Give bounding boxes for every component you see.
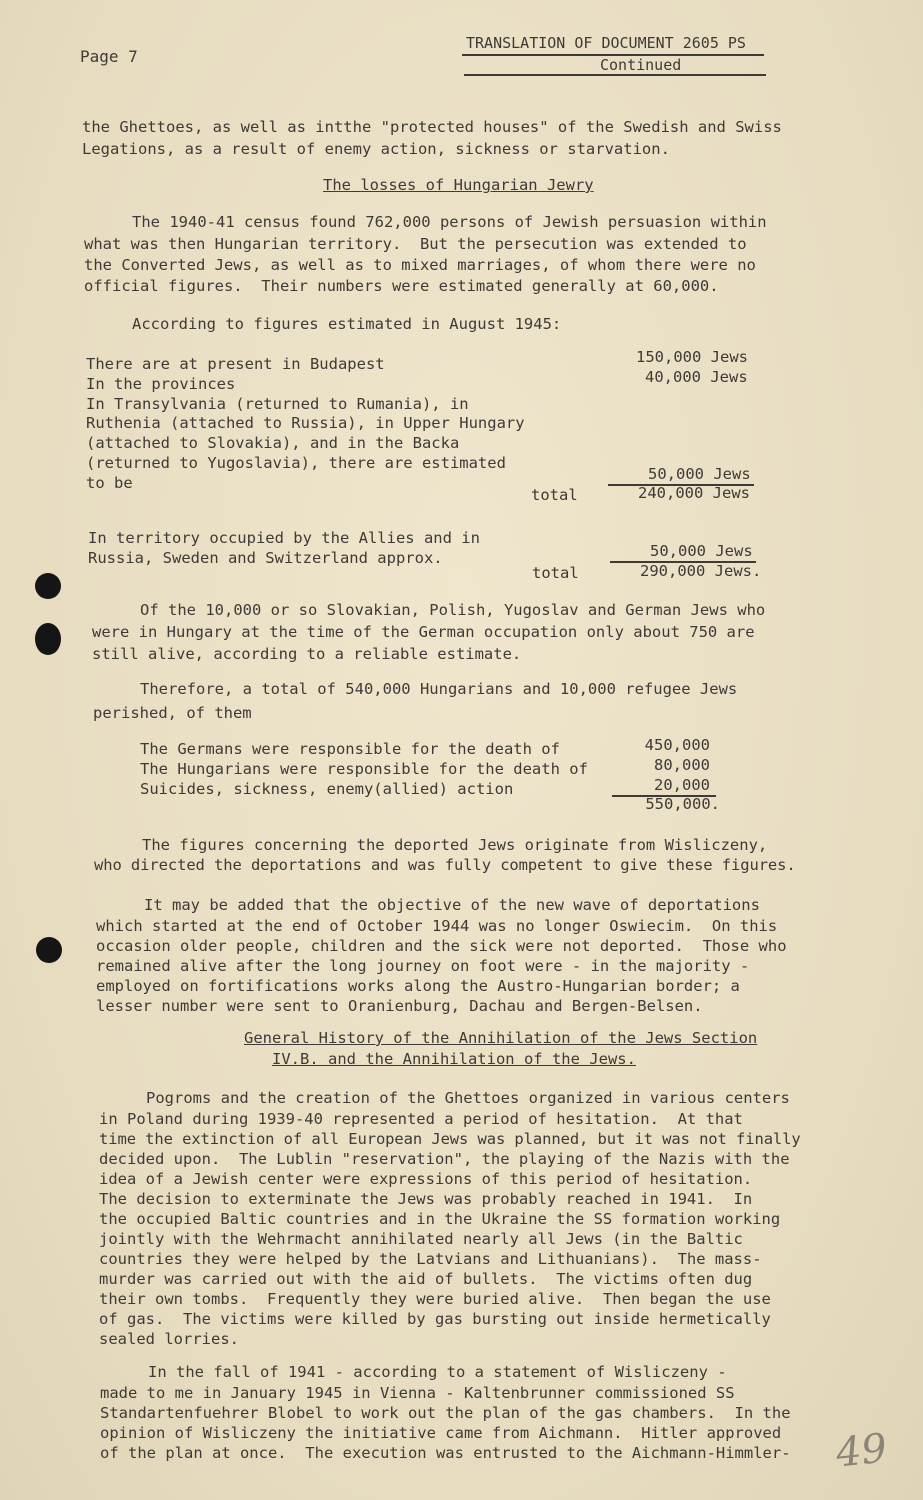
table3-value-germans: 450,000 [644,736,710,754]
table3-value-suicides: 20,000 [654,776,710,794]
table1-row-6: (returned to Yugoslavia), there are estimated [86,454,506,472]
table2-value: 50,000 Jews [650,542,753,560]
refugee-line-3: still alive, according to a reliable estimate. [92,645,522,663]
added-line-4: remained alive after the long journey on foot were - in the majority - [96,957,750,975]
table1-row-2: In the provinces [86,375,236,393]
table1-row-5: (attached to Slovakia), and in the Backa [86,434,460,452]
pogroms-line-8: jointly with the Wehrmacht annihilated nearly all Jews (in the Baltic [99,1230,743,1248]
punch-hole-middle [35,623,61,655]
census-line-3: the Converted Jews, as well as to mixed marriages, of whom there were no [84,256,756,274]
refugee-line-1: Of the 10,000 or so Slovakian, Polish, Yugoslav and German Jews who [140,601,766,619]
document-subtitle: Continued [600,56,682,74]
census-line-1: The 1940-41 census found 762,000 persons of Jewish persuasion within [132,213,767,231]
intro-line-1: the Ghettoes, as well as intthe "protected houses" of the Swedish and Swiss [82,118,782,136]
table1-value-budapest: 150,000 Jews [636,348,748,366]
intro-line-2: Legations, as a result of enemy action, sickness or starvation. [82,140,670,158]
table2-row-2: Russia, Sweden and Switzerland approx. [88,549,443,567]
pogroms-line-7: the occupied Baltic countries and in the Ukraine the SS formation working [99,1210,781,1228]
pogroms-line-2: in Poland during 1939-40 represented a period of hesitation. At that [99,1110,743,1128]
pogroms-line-9: countries they were helped by the Latvians and Lithuanians). The mass- [99,1250,762,1268]
subtitle-underline [464,74,766,76]
table1-row-7: to be [86,474,133,492]
fall-line-1: In the fall of 1941 - according to a statement of Wisliczeny - [148,1363,727,1381]
table1-total-label: total [531,486,578,504]
figures-line-1: The figures concerning the deported Jews originate from Wisliczeny, [142,836,768,854]
fall-line-4: opinion of Wisliczeny the initiative came from Aichmann. Hitler approved [100,1424,782,1442]
table1-row-3: In Transylvania (returned to Rumania), in [86,395,469,413]
table2-row-1: In territory occupied by the Allies and in [88,529,480,547]
punch-hole-top [35,573,61,599]
section-heading-history-2: IV.B. and the Annihilation of the Jews. [272,1050,636,1068]
pogroms-line-6: The decision to exterminate the Jews was probably reached in 1941. In [99,1190,753,1208]
pogroms-line-3: time the extinction of all European Jews was planned, but it was not finally [99,1130,801,1148]
pogroms-line-10: murder was carried out with the aid of bullets. The victims often dug [99,1270,753,1288]
pogroms-line-5: idea of a Jewish center were expressions of this period of hesitation. [99,1170,753,1188]
fall-line-5: of the plan at once. The execution was entrusted to the Aichmann-Himmler- [100,1444,791,1462]
table1-row-4: Ruthenia (attached to Russia), in Upper Hungary [86,414,525,432]
table1-row-1: There are at present in Budapest [86,355,385,373]
pogroms-line-13: sealed lorries. [99,1330,239,1348]
added-line-5: employed on fortifications works along the Austro-Hungarian border; a [96,977,740,995]
punch-hole-bottom [36,937,62,963]
table3-total-value: 550,000. [645,795,720,813]
therefore-line-2: perished, of them [93,704,252,722]
page-label: Page 7 [80,47,138,66]
added-line-2: which started at the end of October 1944 was no longer Oswiecim. On this [96,917,778,935]
pogroms-line-1: Pogroms and the creation of the Ghettoes organized in various centers [146,1089,790,1107]
census-line-2: what was then Hungarian territory. But the persecution was extended to [84,235,747,253]
fall-line-3: Standartenfuehrer Blobel to work out the plan of the gas chambers. In the [100,1404,791,1422]
added-line-6: lesser number were sent to Oranienburg, Dachau and Bergen-Belsen. [96,997,703,1015]
table2-total-label: total [532,564,579,582]
table1-value-other: 50,000 Jews [648,465,751,483]
pogroms-line-11: their own tombs. Frequently they were buried alive. Then began the use [99,1290,771,1308]
fall-line-2: made to me in January 1945 in Vienna - Kaltenbrunner commissioned SS [100,1384,735,1402]
table3-row-suicides: Suicides, sickness, enemy(allied) action [140,780,514,798]
pogroms-line-4: decided upon. The Lublin "reservation", the playing of the Nazis with the [99,1150,790,1168]
document-title: TRANSLATION OF DOCUMENT 2605 PS [466,34,746,52]
handwritten-page-number: 49 [833,1425,890,1477]
table3-row-hungarians: The Hungarians were responsible for the death of [140,760,588,778]
census-line-4: official figures. Their numbers were estimated generally at 60,000. [84,277,719,295]
figures-line-2: who directed the deportations and was fully competent to give these figures. [94,856,796,874]
table3-row-germans: The Germans were responsible for the death of [140,740,560,758]
added-line-1: It may be added that the objective of the new wave of deportations [144,896,760,914]
pogroms-line-12: of gas. The victims were killed by gas bursting out inside hermetically [99,1310,771,1328]
table3-value-hungarians: 80,000 [654,756,710,774]
table1-value-provinces: 40,000 Jews [645,368,748,386]
section-heading-history-1: General History of the Annihilation of the Jews Section [244,1029,758,1047]
refugee-line-2: were in Hungary at the time of the German occupation only about 750 are [92,623,755,641]
therefore-line-1: Therefore, a total of 540,000 Hungarians and 10,000 refugee Jews [140,680,738,698]
section-heading-losses: The losses of Hungarian Jewry [323,176,594,194]
according-line: According to figures estimated in August 1945: [132,315,562,333]
added-line-3: occasion older people, children and the sick were not deported. Those who [96,937,787,955]
table2-total-value: 290,000 Jews. [640,562,762,580]
table1-total-value: 240,000 Jews [638,484,750,502]
